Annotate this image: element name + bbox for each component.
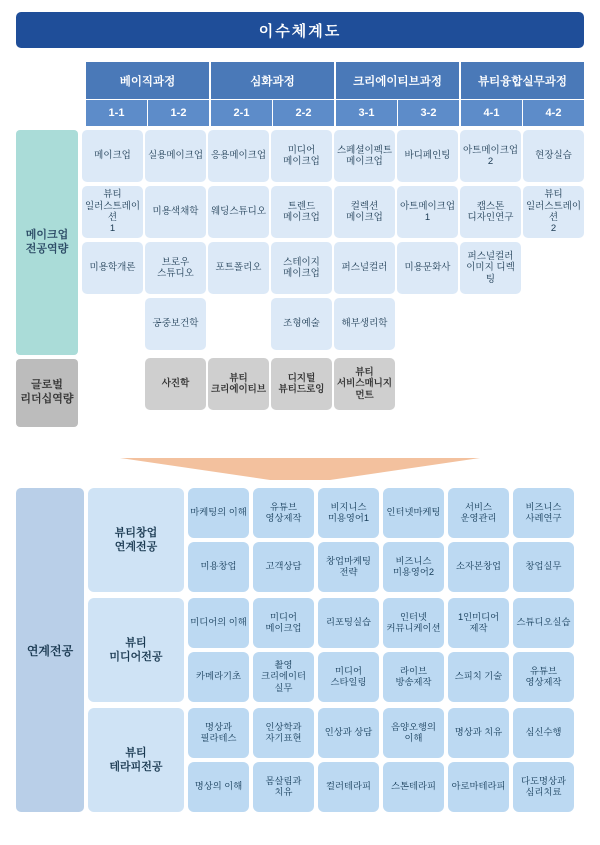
track-name-label: 뷰티 테라피전공 xyxy=(88,708,184,812)
linked-course-cell[interactable]: 스톤테라피 xyxy=(383,762,444,812)
course-cell[interactable]: 포트폴리오 xyxy=(208,242,269,294)
track-name-label: 뷰티 미디어전공 xyxy=(88,598,184,702)
linked-course-cell[interactable]: 마케팅의 이해 xyxy=(188,488,249,538)
linked-major-label: 연계전공 xyxy=(16,488,84,812)
course-cell[interactable]: 조형예술 xyxy=(271,298,332,350)
linked-course-cell[interactable]: 카메라기초 xyxy=(188,652,249,702)
course-cell[interactable]: 아트메이크업 2 xyxy=(460,130,521,182)
linked-course-cell[interactable]: 인터넷 커뮤니케이션 xyxy=(383,598,444,648)
course-cell[interactable]: 웨딩스튜디오 xyxy=(208,186,269,238)
linked-course-cell[interactable]: 인상과 상담 xyxy=(318,708,379,758)
semester-1-2: 1-2 xyxy=(148,100,209,126)
linked-major-track xyxy=(88,488,584,592)
empty-cell xyxy=(397,358,458,410)
linked-course-cell[interactable]: 소자본창업 xyxy=(448,542,509,592)
linked-course-cell[interactable]: 명상과 필라테스 xyxy=(188,708,249,758)
linked-course-cell[interactable]: 리포팅실습 xyxy=(318,598,379,648)
course-cell[interactable]: 공중보건학 xyxy=(145,298,206,350)
course-cell[interactable]: 퍼스널컬러 이미지 디렉팅 xyxy=(460,242,521,294)
major-course-rows xyxy=(82,130,584,350)
row-label-makeup-line2: 전공역량 xyxy=(25,242,69,255)
linked-course-cell[interactable]: 비즈니스 사례연구 xyxy=(513,488,574,538)
linked-course-cell[interactable]: 라이브 방송제작 xyxy=(383,652,444,702)
empty-cell xyxy=(82,358,143,410)
linked-course-cell[interactable]: 비지니스 미용영어1 xyxy=(318,488,379,538)
semester-3-2: 3-2 xyxy=(398,100,459,126)
global-course-cell[interactable]: 뷰티 크리에이티브 xyxy=(208,358,269,410)
linked-course-cell[interactable]: 비즈니스 미용영어2 xyxy=(383,542,444,592)
course-cell[interactable]: 뷰티 일러스트레이션 2 xyxy=(523,186,584,238)
semester-4-1: 4-1 xyxy=(461,100,523,126)
semester-pair-2 xyxy=(211,100,334,126)
linked-course-cell[interactable]: 아로마테라피 xyxy=(448,762,509,812)
global-course-cell[interactable]: 뷰티 서비스매니지 먼트 xyxy=(334,358,395,410)
course-cell[interactable]: 스테이지 메이크업 xyxy=(271,242,332,294)
course-cell[interactable]: 컬렉션 메이크업 xyxy=(334,186,395,238)
track-course-rows xyxy=(188,488,584,592)
linked-course-cell[interactable]: 인상학과 자기표현 xyxy=(253,708,314,758)
linked-course-cell[interactable]: 인터넷마케팅 xyxy=(383,488,444,538)
empty-cell xyxy=(82,298,143,350)
course-group-beauty-practical: 뷰티융합실무과정 xyxy=(461,62,584,100)
linked-course-cell[interactable]: 음양오행의 이해 xyxy=(383,708,444,758)
course-cell[interactable]: 트렌드 메이크업 xyxy=(271,186,332,238)
linked-major-track xyxy=(88,708,584,812)
linked-course-cell[interactable]: 스튜디오실습 xyxy=(513,598,574,648)
track-course-row xyxy=(188,652,584,702)
page-title: 이수체계도 xyxy=(16,12,584,48)
course-group-basic: 베이직과정 xyxy=(86,62,209,100)
semester-pair-4 xyxy=(461,100,584,126)
course-cell[interactable]: 해부생리학 xyxy=(334,298,395,350)
semester-4-2: 4-2 xyxy=(523,100,584,126)
linked-course-cell[interactable]: 창업마케팅 전략 xyxy=(318,542,379,592)
linked-course-cell[interactable]: 컬러테라피 xyxy=(318,762,379,812)
semester-pair-1 xyxy=(86,100,209,126)
course-cell[interactable]: 미용문화사 xyxy=(397,242,458,294)
row-label-makeup-line1: 메이크업 xyxy=(25,228,69,241)
course-group-header-row xyxy=(86,62,584,100)
course-cell[interactable]: 스페셜이펙트 메이크업 xyxy=(334,130,395,182)
semester-2-2: 2-2 xyxy=(273,100,334,126)
linked-course-cell[interactable]: 다도명상과 심리치료 xyxy=(513,762,574,812)
empty-cell xyxy=(523,358,584,410)
global-course-row xyxy=(82,358,584,410)
empty-cell xyxy=(460,358,521,410)
course-row xyxy=(82,242,584,294)
course-cell[interactable]: 아트메이크업 1 xyxy=(397,186,458,238)
track-course-row xyxy=(188,542,584,592)
course-cell[interactable]: 퍼스널컬러 xyxy=(334,242,395,294)
empty-cell xyxy=(460,298,521,350)
course-row xyxy=(82,130,584,182)
row-label-global-line2: 리더십역량 xyxy=(20,393,74,405)
course-cell[interactable]: 미디어 메이크업 xyxy=(271,130,332,182)
global-course-row-inner xyxy=(82,358,584,410)
empty-cell xyxy=(523,298,584,350)
course-cell[interactable]: 현장실습 xyxy=(523,130,584,182)
linked-major-tracks xyxy=(88,488,584,812)
linked-course-cell[interactable]: 미용창업 xyxy=(188,542,249,592)
course-cell[interactable]: 캡스톤 디자인연구 xyxy=(460,186,521,238)
course-row xyxy=(82,298,584,350)
course-group-advanced: 심화과정 xyxy=(211,62,334,100)
empty-cell xyxy=(208,298,269,350)
upper-body xyxy=(16,130,584,427)
track-course-rows xyxy=(188,598,584,702)
arrow-icon xyxy=(0,458,600,486)
semester-header-row xyxy=(86,100,584,126)
course-cells-area xyxy=(82,130,584,427)
course-row xyxy=(82,186,584,238)
course-cell[interactable]: 브로우 스튜디오 xyxy=(145,242,206,294)
course-cell[interactable]: 메이크업 xyxy=(82,130,143,182)
flow-arrow xyxy=(0,458,600,486)
course-cell[interactable]: 응용메이크업 xyxy=(208,130,269,182)
track-course-row xyxy=(188,598,584,648)
linked-major-section xyxy=(16,488,584,812)
empty-cell xyxy=(397,298,458,350)
row-label-makeup-competency xyxy=(16,130,78,355)
row-label-global-leadership xyxy=(16,359,78,427)
linked-major-track xyxy=(88,598,584,702)
linked-course-cell[interactable]: 유튜브 영상제작 xyxy=(513,652,574,702)
course-group-creative: 크리에이티브과정 xyxy=(336,62,459,100)
course-cell[interactable]: 뷰티 일러스트레이션 1 xyxy=(82,186,143,238)
track-course-row xyxy=(188,488,584,538)
course-cell[interactable]: 미용학개론 xyxy=(82,242,143,294)
global-course-cell[interactable]: 디지털 뷰티드로잉 xyxy=(271,358,332,410)
semester-3-1: 3-1 xyxy=(336,100,398,126)
linked-course-cell[interactable]: 고객상담 xyxy=(253,542,314,592)
track-course-row xyxy=(188,762,584,812)
linked-course-cell[interactable]: 명상의 이해 xyxy=(188,762,249,812)
linked-course-cell[interactable]: 스피치 기술 xyxy=(448,652,509,702)
linked-course-cell[interactable]: 촬영 크리에이터 실무 xyxy=(253,652,314,702)
linked-course-cell[interactable]: 명상과 치유 xyxy=(448,708,509,758)
row-label-global-line1: 글로벌 xyxy=(31,379,63,392)
linked-course-cell[interactable]: 미디어 스타일링 xyxy=(318,652,379,702)
global-course-cell[interactable]: 사진학 xyxy=(145,358,206,410)
course-cell[interactable]: 바디페인팅 xyxy=(397,130,458,182)
semester-pair-3 xyxy=(336,100,459,126)
linked-course-cell[interactable]: 창업실무 xyxy=(513,542,574,592)
linked-course-cell[interactable]: 심신수행 xyxy=(513,708,574,758)
empty-cell xyxy=(523,242,584,294)
semester-1-1: 1-1 xyxy=(86,100,148,126)
linked-course-cell[interactable]: 1인미디어 제작 xyxy=(448,598,509,648)
semester-2-1: 2-1 xyxy=(211,100,273,126)
linked-course-cell[interactable]: 서비스 운영관리 xyxy=(448,488,509,538)
linked-course-cell[interactable]: 미디어 메이크업 xyxy=(253,598,314,648)
track-name-label: 뷰티창업 연계전공 xyxy=(88,488,184,592)
course-cell[interactable]: 실용메이크업 xyxy=(145,130,206,182)
track-course-rows xyxy=(188,708,584,812)
linked-course-cell[interactable]: 몸살림과 치유 xyxy=(253,762,314,812)
track-course-row xyxy=(188,708,584,758)
course-cell[interactable]: 미용색채학 xyxy=(145,186,206,238)
competency-label-column xyxy=(16,130,78,427)
linked-course-cell[interactable]: 미디어의 이해 xyxy=(188,598,249,648)
linked-course-cell[interactable]: 유튜브 영상제작 xyxy=(253,488,314,538)
upper-curriculum-table xyxy=(16,62,584,427)
